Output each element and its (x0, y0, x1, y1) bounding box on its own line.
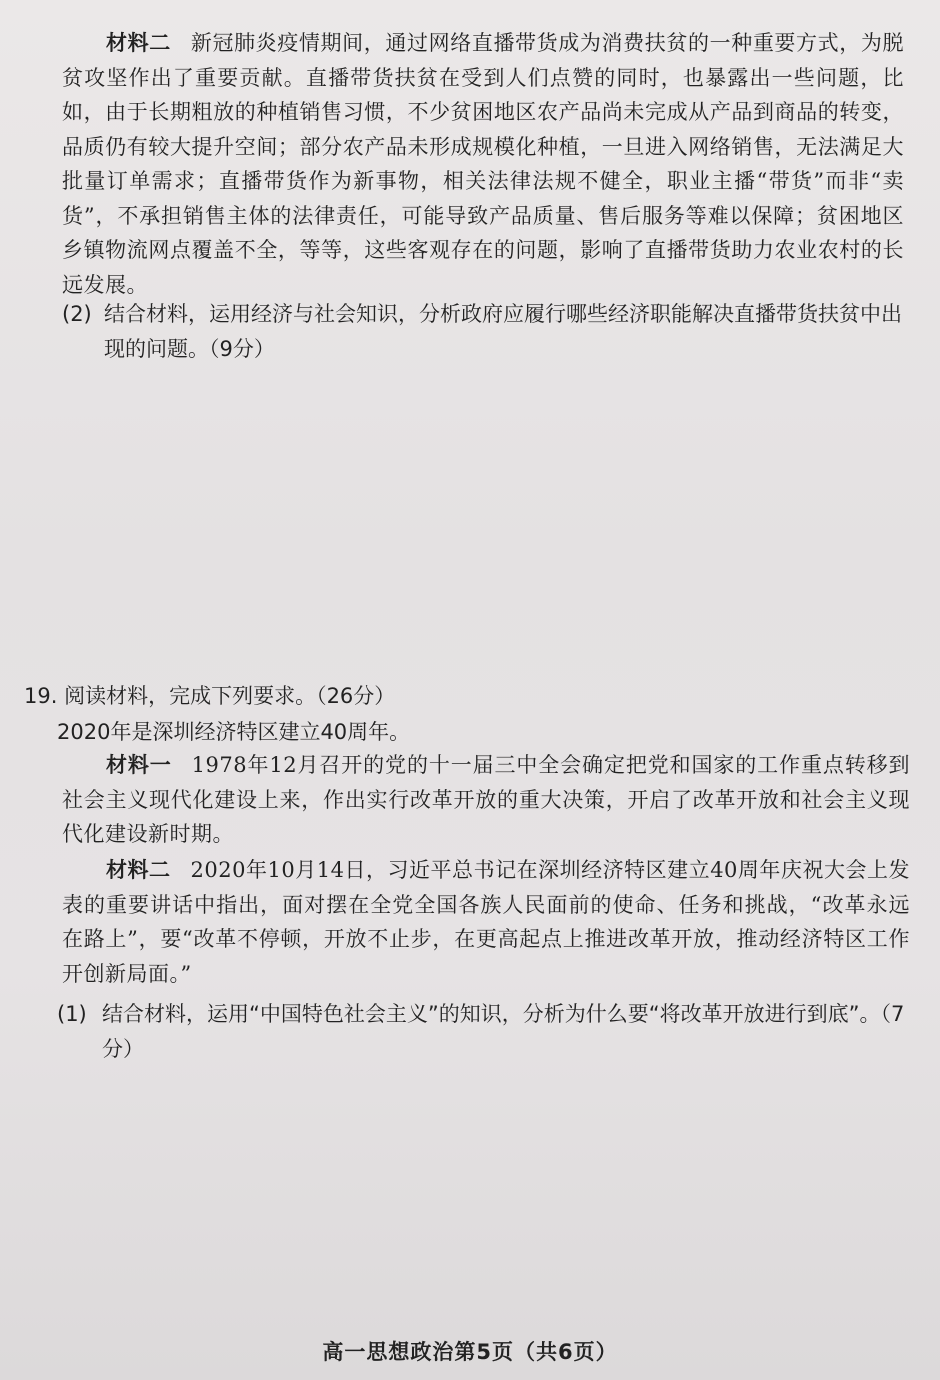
question-1-number: (1) (57, 1002, 87, 1026)
material-one-text: 1978年12月召开的党的十一届三中全会确定把党和国家的工作重点转移到社会主义现代化建设上来，作出实行改革开放的重大决策，开启了改革开放和社会主义现代化建设新时期。 (62, 753, 910, 846)
material-two-label-a: 材料二 (106, 31, 171, 55)
question-19-heading: 19. 阅读材料，完成下列要求。（26分） (24, 684, 396, 708)
material-two-text-b: 2020年10月14日，习近平总书记在深圳经济特区建立40周年庆祝大会上发表的重要讲话中指出，面对摆在全党全国各族人民面前的使命、任务和挑战，“改革永远在路上”，要“改革不停顿，开放不止步，在更高起点上推进改革开放，推动经济特区工作开创新局面。” (62, 858, 911, 986)
material-two-label-b: 材料二 (106, 858, 171, 882)
material-two-text-a: 新冠肺炎疫情期间，通过网络直播带货成为消费扶贫的一种重要方式，为脱贫攻坚作出了重要贡献。直播带货扶贫在受到人们点赞的同时，也暴露出一些问题，比如，由于长期粗放的种植销售习惯，不少贫困地区农产品尚未完成从产品到商品的转变，品质仍有较大提升空间；部分农产品未形成规模化种植，一旦进入网络销售，无法满足大批量订单需求；直播带货作为新事物，相关法律法规不健全，职业主播“带货”而非“卖货”，不承担销售主体的法律责任，可能导致产品质量、售后服务等难以保障；贫困地区乡镇物流网点覆盖不全，等等，这些客观存在的问题，影响了直播带货助力农业农村的长远发展。 (62, 31, 904, 297)
material-two-paragraph-a (62, 26, 904, 302)
question-2-text: 结合材料，运用经济与社会知识，分析政府应履行哪些经济职能解决直播带货扶贫中出现的问题。（9分） (104, 302, 902, 361)
question-1-text: 结合材料，运用“中国特色社会主义”的知识，分析为什么要“将改革开放进行到底”。（7分） (102, 1002, 905, 1061)
material-one-label: 材料一 (106, 753, 172, 777)
question-19-intro: 2020年是深圳经济特区建立40周年。 (57, 720, 411, 744)
material-two-paragraph-b (62, 853, 910, 991)
page-footer: 高一思想政治第5页（共6页） (322, 1340, 618, 1364)
question-1 (57, 997, 917, 1067)
question-2 (62, 297, 904, 367)
material-one-paragraph (62, 748, 910, 852)
question-2-number: (2) (62, 302, 92, 326)
